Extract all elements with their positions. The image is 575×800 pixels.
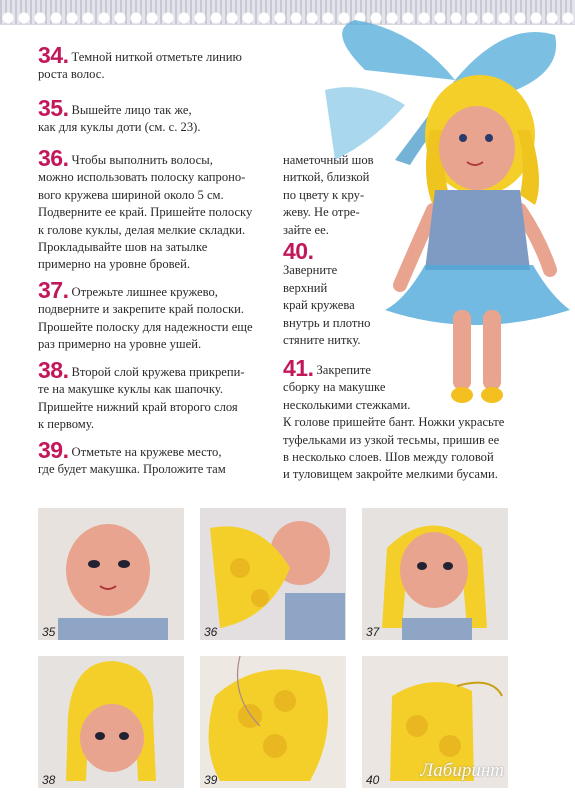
photo-step-38 <box>38 656 184 788</box>
step-number: 41. <box>283 355 314 381</box>
step-number: 38. <box>38 357 69 383</box>
photo-image <box>200 508 346 640</box>
photo-image <box>362 508 508 640</box>
step-37 <box>38 277 303 354</box>
photo-number: 40 <box>366 773 380 787</box>
photo-image <box>38 656 184 788</box>
photo-step-37 <box>362 508 508 640</box>
photo-step-39 <box>200 656 346 788</box>
step-number: 34. <box>38 42 69 68</box>
photo-step-36 <box>200 508 346 640</box>
step-number: 35. <box>38 95 69 121</box>
photo-image <box>200 656 346 788</box>
step-number: 37. <box>38 277 69 303</box>
step-text: Чтобы выполнить волосы, можно использовать полоску капроно- вого кружева шириной около 5 см. Подверните ее край. Пришейте полоску к голове куклы, делая мелкие складки. Прокладывайте шов на затылке примерно на уровне бровей. <box>38 153 253 272</box>
step-text: Вышейте лицо так же, как для куклы доти (см. с. 23). <box>38 103 201 135</box>
step-text: Темной ниткой отметьте линию роста волос. <box>38 50 242 82</box>
step-number: 40. <box>283 238 314 264</box>
step-text: Отрежьте лишнее кружево, подверните и закрепите край полоски. Прошейте полоску для надежности еще раз примерно на уровне ушей. <box>38 285 253 352</box>
doll-illustration <box>305 10 575 420</box>
step-39-continued: наметочный шов ниткой, близкой по цвету к кру- жеву. Не отре- зайте ее. <box>283 153 374 237</box>
photo-number: 37 <box>366 625 380 639</box>
step-text: Отметьте на кружеве место, где будет макушка. Проложите там <box>38 445 226 477</box>
photo-step-40 <box>362 656 508 788</box>
step-number: 36. <box>38 145 69 171</box>
step-36 <box>38 145 303 274</box>
step-text: Заверните верхний край кружева внутрь и плотно стяните нитку. <box>283 263 371 348</box>
step-35 <box>38 95 303 137</box>
photo-number: 39 <box>204 773 218 787</box>
publisher-watermark: Лабиринт <box>420 760 504 781</box>
step-text: Закрепите сборку на макушке несколькими стежками. К голове пришейте бант. Ножки украсьте туфельками из узкой тесьмы, пришив ее в несколько слоев. Шов между головой и туловищем закройте мелкими бусами. <box>283 363 505 482</box>
photo-number: 38 <box>42 773 56 787</box>
step-text: Второй слой кружева прикрепи- те на макушке куклы как шапочку. Пришейте нижний край второго слоя к первому. <box>38 365 245 432</box>
step-34 <box>38 42 303 84</box>
step-number: 39. <box>38 437 69 463</box>
photo-number: 36 <box>204 625 218 639</box>
photo-image <box>38 508 184 640</box>
photo-number: 35 <box>42 625 56 639</box>
photo-step-35 <box>38 508 184 640</box>
step-39 <box>38 437 303 479</box>
